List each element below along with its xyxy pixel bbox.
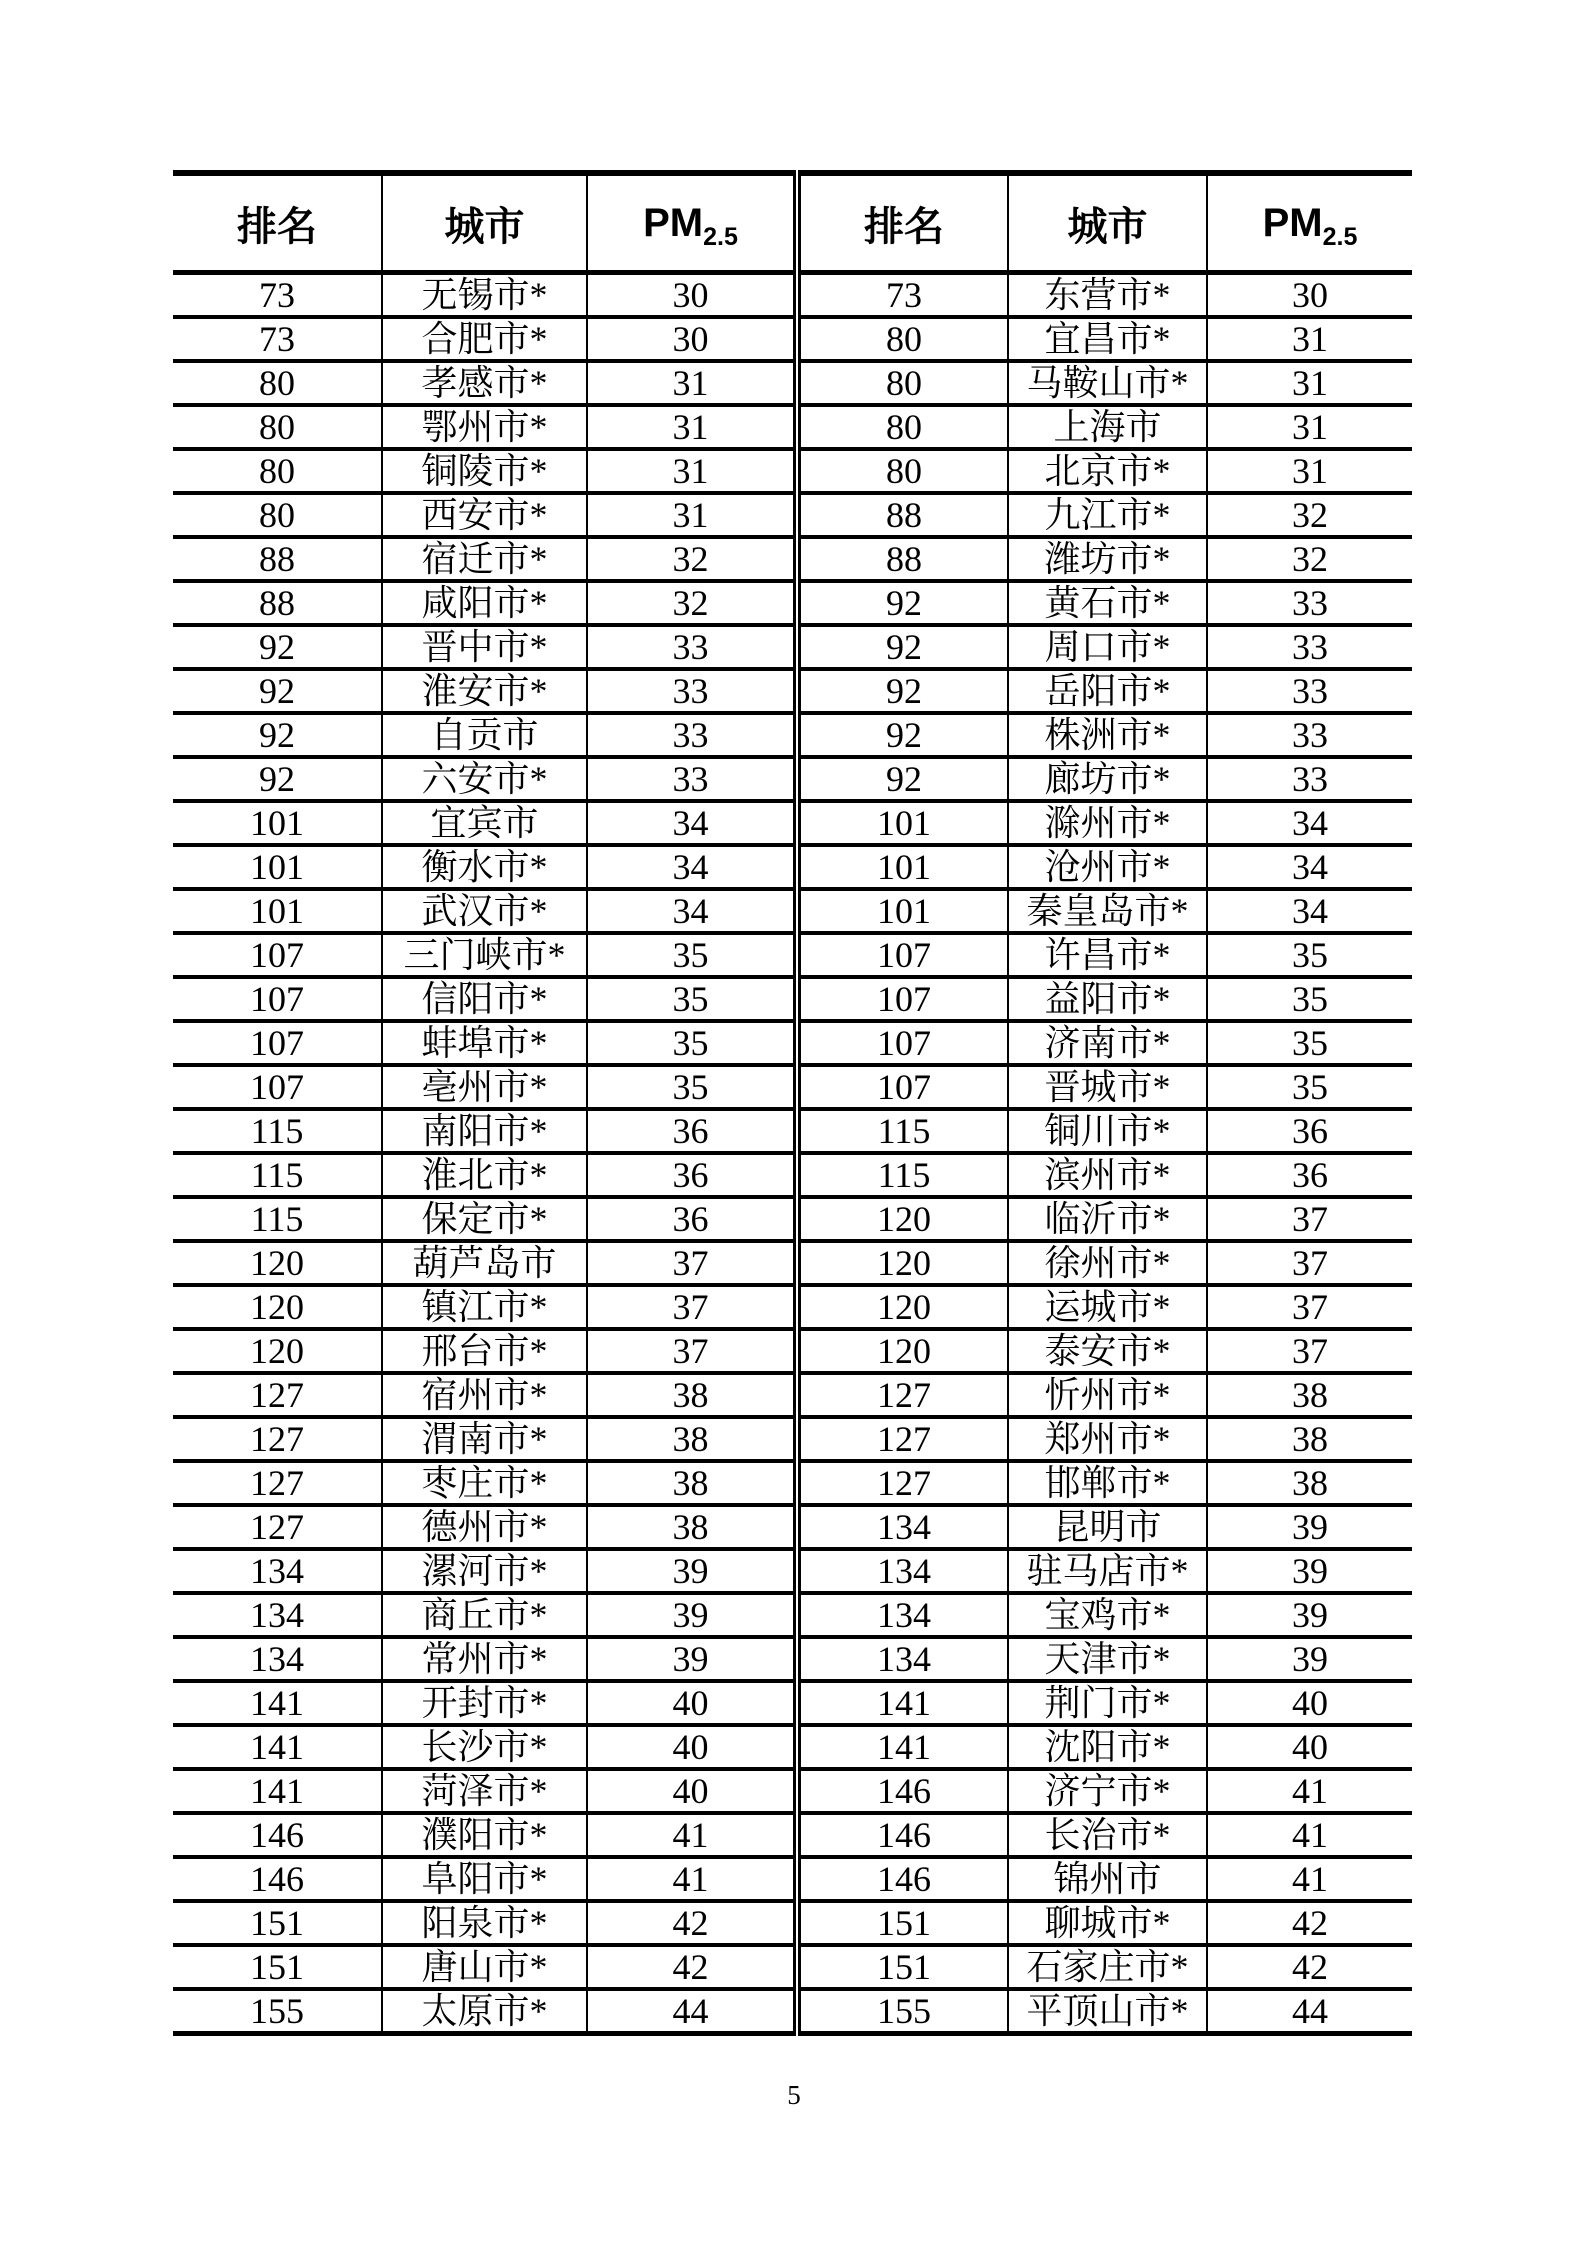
rank-cell: 127 — [173, 1417, 382, 1461]
rank-cell: 127 — [173, 1505, 382, 1549]
rank-cell: 80 — [797, 449, 1008, 493]
pm25-cell: 37 — [1207, 1285, 1412, 1329]
city-cell: 濮阳市* — [382, 1813, 587, 1857]
rank-cell: 92 — [797, 669, 1008, 713]
city-cell: 临沂市* — [1008, 1197, 1207, 1241]
city-cell: 晋中市* — [382, 625, 587, 669]
city-cell: 漯河市* — [382, 1549, 587, 1593]
pm25-cell: 36 — [587, 1153, 797, 1197]
city-cell: 鄂州市* — [382, 405, 587, 449]
table-row — [173, 1417, 1412, 1461]
city-cell: 平顶山市* — [1008, 1989, 1207, 2034]
rank-cell: 146 — [797, 1857, 1008, 1901]
pm25-cell: 38 — [587, 1505, 797, 1549]
rank-cell: 141 — [173, 1725, 382, 1769]
city-cell: 商丘市* — [382, 1593, 587, 1637]
pm25-cell: 37 — [1207, 1241, 1412, 1285]
rank-cell: 101 — [173, 845, 382, 889]
city-cell: 周口市* — [1008, 625, 1207, 669]
table-row — [173, 713, 1412, 757]
city-cell: 六安市* — [382, 757, 587, 801]
pm25-cell: 41 — [1207, 1857, 1412, 1901]
rank-cell: 107 — [797, 933, 1008, 977]
pm25-cell: 35 — [1207, 1065, 1412, 1109]
rank-header: 排名 — [173, 173, 382, 273]
rank-cell: 107 — [173, 1065, 382, 1109]
city-cell: 宿迁市* — [382, 537, 587, 581]
city-cell: 锦州市 — [1008, 1857, 1207, 1901]
pm25-cell: 36 — [1207, 1109, 1412, 1153]
pm25-cell: 30 — [1207, 273, 1412, 318]
pm25-cell: 39 — [1207, 1549, 1412, 1593]
pm25-header-base: PM — [643, 200, 704, 245]
city-cell: 淮北市* — [382, 1153, 587, 1197]
rank-cell: 107 — [173, 1021, 382, 1065]
pm25-cell: 33 — [1207, 757, 1412, 801]
pm25-cell: 36 — [587, 1109, 797, 1153]
rank-cell: 107 — [797, 1065, 1008, 1109]
city-cell: 廊坊市* — [1008, 757, 1207, 801]
pm25-cell: 38 — [1207, 1417, 1412, 1461]
rank-cell: 134 — [797, 1593, 1008, 1637]
pm25-cell: 39 — [1207, 1593, 1412, 1637]
pm25-cell: 37 — [1207, 1329, 1412, 1373]
city-cell: 忻州市* — [1008, 1373, 1207, 1417]
table-body — [173, 273, 1412, 2034]
rank-cell: 101 — [173, 889, 382, 933]
table-row — [173, 581, 1412, 625]
pm25-cell: 35 — [1207, 933, 1412, 977]
rank-cell: 134 — [797, 1505, 1008, 1549]
pm25-ranking-table — [173, 170, 1412, 2036]
pm25-cell: 34 — [587, 845, 797, 889]
table-row — [173, 845, 1412, 889]
pm25-cell: 42 — [1207, 1901, 1412, 1945]
city-cell: 秦皇岛市* — [1008, 889, 1207, 933]
table-row — [173, 405, 1412, 449]
pm25-cell: 38 — [1207, 1373, 1412, 1417]
pm25-cell: 34 — [1207, 801, 1412, 845]
city-cell: 自贡市 — [382, 713, 587, 757]
city-cell: 聊城市* — [1008, 1901, 1207, 1945]
city-cell: 泰安市* — [1008, 1329, 1207, 1373]
pm25-cell: 33 — [587, 669, 797, 713]
rank-cell: 115 — [173, 1109, 382, 1153]
rank-cell: 146 — [173, 1857, 382, 1901]
rank-cell: 151 — [173, 1945, 382, 1989]
table-header-row — [173, 173, 1412, 273]
table-row — [173, 757, 1412, 801]
rank-cell: 155 — [797, 1989, 1008, 2034]
rank-cell: 88 — [797, 537, 1008, 581]
rank-cell: 73 — [797, 273, 1008, 318]
city-cell: 常州市* — [382, 1637, 587, 1681]
city-cell: 株洲市* — [1008, 713, 1207, 757]
rank-cell: 92 — [173, 757, 382, 801]
rank-cell: 151 — [797, 1945, 1008, 1989]
pm25-header-base: PM — [1262, 200, 1323, 245]
rank-cell: 141 — [797, 1681, 1008, 1725]
rank-cell: 88 — [173, 537, 382, 581]
pm25-cell: 33 — [587, 713, 797, 757]
city-cell: 德州市* — [382, 1505, 587, 1549]
pm25-cell: 35 — [587, 1021, 797, 1065]
rank-cell: 73 — [173, 273, 382, 318]
rank-cell: 146 — [797, 1813, 1008, 1857]
city-cell: 宿州市* — [382, 1373, 587, 1417]
rank-cell: 80 — [797, 317, 1008, 361]
rank-cell: 92 — [173, 713, 382, 757]
city-cell: 镇江市* — [382, 1285, 587, 1329]
pm25-cell: 41 — [1207, 1813, 1412, 1857]
rank-cell: 92 — [797, 713, 1008, 757]
table-row — [173, 1373, 1412, 1417]
city-cell: 西安市* — [382, 493, 587, 537]
city-cell: 铜陵市* — [382, 449, 587, 493]
city-cell: 长沙市* — [382, 1725, 587, 1769]
rank-cell: 101 — [797, 889, 1008, 933]
pm25-header-subscript: 2.5 — [1322, 222, 1358, 251]
table-row — [173, 669, 1412, 713]
table-row — [173, 1549, 1412, 1593]
rank-cell: 92 — [173, 625, 382, 669]
rank-cell: 115 — [797, 1153, 1008, 1197]
city-cell: 沈阳市* — [1008, 1725, 1207, 1769]
pm25-cell: 40 — [587, 1769, 797, 1813]
rank-cell: 146 — [173, 1813, 382, 1857]
city-cell: 滨州市* — [1008, 1153, 1207, 1197]
city-cell: 天津市* — [1008, 1637, 1207, 1681]
pm25-cell: 40 — [1207, 1681, 1412, 1725]
city-cell: 蚌埠市* — [382, 1021, 587, 1065]
table-row — [173, 801, 1412, 845]
pm25-cell: 44 — [1207, 1989, 1412, 2034]
city-cell: 咸阳市* — [382, 581, 587, 625]
table-row — [173, 933, 1412, 977]
rank-cell: 92 — [797, 625, 1008, 669]
pm25-cell: 32 — [587, 581, 797, 625]
pm25-cell: 33 — [587, 757, 797, 801]
city-cell: 济南市* — [1008, 1021, 1207, 1065]
pm25-cell: 31 — [1207, 361, 1412, 405]
pm25-cell: 33 — [587, 625, 797, 669]
pm25-cell: 42 — [587, 1945, 797, 1989]
rank-cell: 92 — [173, 669, 382, 713]
city-cell: 潍坊市* — [1008, 537, 1207, 581]
city-cell: 上海市 — [1008, 405, 1207, 449]
city-cell: 铜川市* — [1008, 1109, 1207, 1153]
pm25-cell: 35 — [587, 977, 797, 1021]
city-cell: 武汉市* — [382, 889, 587, 933]
rank-cell: 80 — [797, 361, 1008, 405]
pm25-cell: 35 — [587, 1065, 797, 1109]
city-cell: 亳州市* — [382, 1065, 587, 1109]
table-row — [173, 449, 1412, 493]
pm25-cell: 36 — [587, 1197, 797, 1241]
city-cell: 信阳市* — [382, 977, 587, 1021]
city-cell: 阳泉市* — [382, 1901, 587, 1945]
pm25-cell: 34 — [1207, 845, 1412, 889]
rank-cell: 127 — [797, 1373, 1008, 1417]
table-row — [173, 1857, 1412, 1901]
table-row — [173, 1813, 1412, 1857]
rank-cell: 134 — [173, 1637, 382, 1681]
pm25-cell: 41 — [1207, 1769, 1412, 1813]
pm25-cell: 39 — [587, 1593, 797, 1637]
pm25-cell: 33 — [1207, 713, 1412, 757]
table-row — [173, 1197, 1412, 1241]
city-cell: 运城市* — [1008, 1285, 1207, 1329]
rank-cell: 127 — [797, 1417, 1008, 1461]
city-cell: 许昌市* — [1008, 933, 1207, 977]
pm25-cell: 31 — [587, 493, 797, 537]
rank-cell: 120 — [797, 1285, 1008, 1329]
rank-cell: 120 — [173, 1285, 382, 1329]
city-cell: 北京市* — [1008, 449, 1207, 493]
city-cell: 昆明市 — [1008, 1505, 1207, 1549]
rank-header: 排名 — [797, 173, 1008, 273]
pm25-cell: 41 — [587, 1857, 797, 1901]
pm25-cell: 33 — [1207, 669, 1412, 713]
pm25-cell: 40 — [1207, 1725, 1412, 1769]
pm25-cell: 44 — [587, 1989, 797, 2034]
rank-cell: 107 — [173, 977, 382, 1021]
rank-cell: 80 — [173, 361, 382, 405]
rank-cell: 141 — [173, 1681, 382, 1725]
city-cell: 渭南市* — [382, 1417, 587, 1461]
pm25-cell: 35 — [587, 933, 797, 977]
pm25-cell: 35 — [1207, 1021, 1412, 1065]
rank-cell: 151 — [173, 1901, 382, 1945]
pm25-header-subscript: 2.5 — [703, 222, 738, 251]
rank-cell: 80 — [173, 493, 382, 537]
table-row — [173, 273, 1412, 318]
table-row — [173, 361, 1412, 405]
rank-cell: 115 — [173, 1153, 382, 1197]
rank-cell: 127 — [173, 1373, 382, 1417]
rank-cell: 88 — [797, 493, 1008, 537]
city-cell: 阜阳市* — [382, 1857, 587, 1901]
table-row — [173, 977, 1412, 1021]
table-row — [173, 493, 1412, 537]
city-header: 城市 — [1008, 173, 1207, 273]
table-row — [173, 1329, 1412, 1373]
pm25-cell: 41 — [587, 1813, 797, 1857]
rank-cell: 120 — [797, 1241, 1008, 1285]
pm25-cell: 31 — [587, 361, 797, 405]
city-cell: 太原市* — [382, 1989, 587, 2034]
city-cell: 枣庄市* — [382, 1461, 587, 1505]
rank-cell: 101 — [797, 801, 1008, 845]
pm25-cell: 32 — [1207, 493, 1412, 537]
rank-cell: 73 — [173, 317, 382, 361]
city-cell: 唐山市* — [382, 1945, 587, 1989]
table-row — [173, 1637, 1412, 1681]
city-cell: 长治市* — [1008, 1813, 1207, 1857]
table-row — [173, 1593, 1412, 1637]
pm25-cell: 34 — [587, 889, 797, 933]
rank-cell: 101 — [797, 845, 1008, 889]
city-cell: 马鞍山市* — [1008, 361, 1207, 405]
pm25-cell: 38 — [587, 1417, 797, 1461]
city-cell: 郑州市* — [1008, 1417, 1207, 1461]
city-cell: 沧州市* — [1008, 845, 1207, 889]
pm25-cell: 31 — [587, 405, 797, 449]
city-cell: 菏泽市* — [382, 1769, 587, 1813]
city-cell: 岳阳市* — [1008, 669, 1207, 713]
page-number: 5 — [787, 2080, 801, 2110]
pm25-header — [587, 173, 797, 273]
rank-cell: 92 — [797, 757, 1008, 801]
pm25-cell: 40 — [587, 1681, 797, 1725]
rank-cell: 80 — [173, 449, 382, 493]
city-cell: 九江市* — [1008, 493, 1207, 537]
city-cell: 保定市* — [382, 1197, 587, 1241]
rank-cell: 151 — [797, 1901, 1008, 1945]
pm25-cell: 31 — [587, 449, 797, 493]
city-cell: 南阳市* — [382, 1109, 587, 1153]
table-row — [173, 1241, 1412, 1285]
city-cell: 邢台市* — [382, 1329, 587, 1373]
pm25-cell: 30 — [587, 273, 797, 318]
rank-cell: 92 — [797, 581, 1008, 625]
pm25-cell: 37 — [1207, 1197, 1412, 1241]
city-cell: 三门峡市* — [382, 933, 587, 977]
pm25-cell: 32 — [587, 537, 797, 581]
pm25-cell: 37 — [587, 1285, 797, 1329]
table-row — [173, 625, 1412, 669]
rank-cell: 146 — [797, 1769, 1008, 1813]
rank-cell: 88 — [173, 581, 382, 625]
pm25-cell: 39 — [587, 1549, 797, 1593]
rank-cell: 107 — [173, 933, 382, 977]
pm25-cell: 37 — [587, 1241, 797, 1285]
city-cell: 合肥市* — [382, 317, 587, 361]
table-row — [173, 317, 1412, 361]
rank-cell: 115 — [797, 1109, 1008, 1153]
city-cell: 开封市* — [382, 1681, 587, 1725]
pm25-cell: 33 — [1207, 625, 1412, 669]
pm25-cell: 38 — [587, 1461, 797, 1505]
pm25-cell: 35 — [1207, 977, 1412, 1021]
city-cell: 滁州市* — [1008, 801, 1207, 845]
rank-cell: 134 — [173, 1549, 382, 1593]
table-row — [173, 1021, 1412, 1065]
table-row — [173, 1945, 1412, 1989]
rank-cell: 134 — [173, 1593, 382, 1637]
pm25-cell: 38 — [1207, 1461, 1412, 1505]
rank-cell: 120 — [173, 1241, 382, 1285]
city-cell: 衡水市* — [382, 845, 587, 889]
table-row — [173, 537, 1412, 581]
pm25-cell: 34 — [587, 801, 797, 845]
table-row — [173, 1769, 1412, 1813]
pm25-cell: 39 — [1207, 1505, 1412, 1549]
rank-cell: 80 — [797, 405, 1008, 449]
pm25-cell: 31 — [1207, 317, 1412, 361]
rank-cell: 107 — [797, 977, 1008, 1021]
city-cell: 葫芦岛市 — [382, 1241, 587, 1285]
rank-cell: 127 — [797, 1461, 1008, 1505]
table-row — [173, 889, 1412, 933]
table-row — [173, 1461, 1412, 1505]
city-cell: 黄石市* — [1008, 581, 1207, 625]
table-row — [173, 1505, 1412, 1549]
city-cell: 无锡市* — [382, 273, 587, 318]
rank-cell: 107 — [797, 1021, 1008, 1065]
pm25-cell: 30 — [587, 317, 797, 361]
city-cell: 东营市* — [1008, 273, 1207, 318]
pm25-cell: 34 — [1207, 889, 1412, 933]
rank-cell: 155 — [173, 1989, 382, 2034]
city-cell: 驻马店市* — [1008, 1549, 1207, 1593]
table-row — [173, 1285, 1412, 1329]
rank-cell: 127 — [173, 1461, 382, 1505]
pm25-header — [1207, 173, 1412, 273]
pm25-cell: 39 — [587, 1637, 797, 1681]
pm25-cell: 32 — [1207, 537, 1412, 581]
pm25-cell: 33 — [1207, 581, 1412, 625]
city-cell: 晋城市* — [1008, 1065, 1207, 1109]
city-cell: 益阳市* — [1008, 977, 1207, 1021]
rank-cell: 101 — [173, 801, 382, 845]
rank-cell: 141 — [173, 1769, 382, 1813]
rank-cell: 134 — [797, 1549, 1008, 1593]
city-cell: 徐州市* — [1008, 1241, 1207, 1285]
rank-cell: 120 — [797, 1329, 1008, 1373]
pm25-cell: 31 — [1207, 405, 1412, 449]
pm25-cell: 38 — [587, 1373, 797, 1417]
city-cell: 宝鸡市* — [1008, 1593, 1207, 1637]
pm25-cell: 36 — [1207, 1153, 1412, 1197]
city-cell: 荆门市* — [1008, 1681, 1207, 1725]
city-cell: 淮安市* — [382, 669, 587, 713]
table-row — [173, 1725, 1412, 1769]
city-cell: 孝感市* — [382, 361, 587, 405]
pm25-cell: 37 — [587, 1329, 797, 1373]
city-cell: 邯郸市* — [1008, 1461, 1207, 1505]
city-cell: 宜宾市 — [382, 801, 587, 845]
city-cell: 石家庄市* — [1008, 1945, 1207, 1989]
rank-cell: 141 — [797, 1725, 1008, 1769]
rank-cell: 80 — [173, 405, 382, 449]
table-row — [173, 1065, 1412, 1109]
city-cell: 宜昌市* — [1008, 317, 1207, 361]
city-header: 城市 — [382, 173, 587, 273]
rank-cell: 134 — [797, 1637, 1008, 1681]
rank-cell: 120 — [797, 1197, 1008, 1241]
pm25-cell: 40 — [587, 1725, 797, 1769]
pm25-cell: 42 — [1207, 1945, 1412, 1989]
table-row — [173, 1109, 1412, 1153]
table-row — [173, 1901, 1412, 1945]
table-row — [173, 1153, 1412, 1197]
pm25-cell: 31 — [1207, 449, 1412, 493]
pm25-cell: 42 — [587, 1901, 797, 1945]
table-row — [173, 1681, 1412, 1725]
table-row — [173, 1989, 1412, 2034]
rank-cell: 115 — [173, 1197, 382, 1241]
pm25-cell: 39 — [1207, 1637, 1412, 1681]
rank-cell: 120 — [173, 1329, 382, 1373]
city-cell: 济宁市* — [1008, 1769, 1207, 1813]
